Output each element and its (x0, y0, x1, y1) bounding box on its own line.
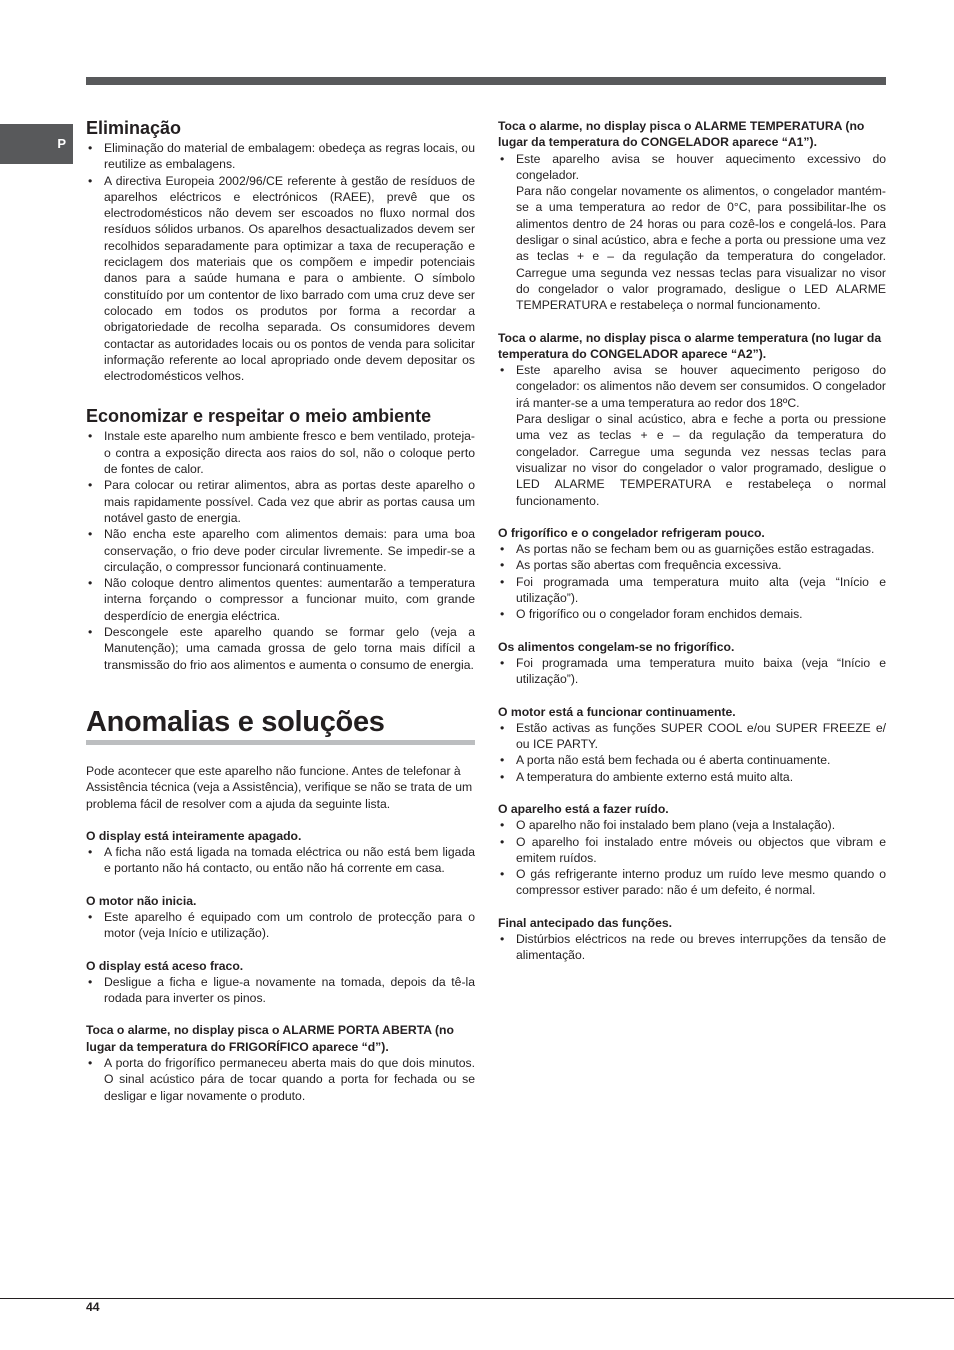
problem-list (498, 362, 886, 411)
list-item: • A porta do frigorífico permaneceu aberta mais do que dois minutos. O sinal acústico pára de tocar quando a porta for fechada ou se desligar e ligar novamente o produto. (86, 1055, 475, 1104)
list-item: • O aparelho não foi instalado bem plano (veja a Instalação). (498, 817, 886, 833)
list-item: • Foi programada uma temperatura muito baixa (veja “Início e utilização”). (498, 655, 886, 688)
list-item: • Estão activas as funções SUPER COOL e/ou SUPER FREEZE e/ ou ICE PARTY. (498, 720, 886, 753)
list-item: • Eliminação do material de embalagem: obedeça as regras locais, ou reutilize as embalagens. (86, 140, 475, 173)
problem-list (86, 1055, 475, 1104)
list-item: • Foi programada uma temperatura muito alta (veja “Início e utilização”). (498, 574, 886, 607)
problem-heading: O aparelho está a fazer ruído. (498, 801, 669, 816)
problem-heading: O frigorífico e o congelador refrigeram pouco. (498, 525, 765, 540)
problem-heading: Toca o alarme, no display pisca o ALARME TEMPERATURA (no lugar da temperatura do CONGELADOR aparece “A1”). (498, 119, 865, 150)
right-column (498, 118, 886, 964)
problem-heading: O motor não inicia. (86, 893, 197, 908)
problem-list (498, 931, 886, 964)
problem-list (86, 909, 475, 942)
problem-list (86, 974, 475, 1007)
problem-heading: Final antecipado das funções. (498, 915, 673, 930)
list-item: • O frigorífico ou o congelador foram enchidos demais. (498, 606, 886, 622)
left-column (86, 118, 475, 1104)
page-number: 44 (86, 1300, 100, 1314)
problem-heading: Toca o alarme, no display pisca o ALARME PORTA ABERTA (no lugar da temperatura do FRIGORÍFICO aparece “d”). (86, 1023, 454, 1054)
problem-heading: O display está aceso fraco. (86, 958, 244, 973)
list-item: • Este aparelho é equipado com um controlo de protecção para o motor (veja Início e utilização). (86, 909, 475, 942)
list-item: • Distúrbios eléctricos na rede ou breves interrupções da tensão de alimentação. (498, 931, 886, 964)
page-title-anomalias: Anomalias e soluções (86, 705, 385, 738)
section-title-eliminacao: Eliminação (86, 118, 182, 138)
list-item: • Não coloque dentro alimentos quentes: aumentarão a temperatura interna forçando o compressor a funcionar muito, com grande desperdício de energia eléctrica. (86, 575, 475, 624)
problem-heading: O motor está a funcionar continuamente. (498, 704, 736, 719)
section-title-economizar: Economizar e respeitar o meio ambiente (86, 406, 432, 427)
problem-heading: Toca o alarme, no display pisca o alarme temperatura (no lugar da temperatura do CONGELADOR aparece “A2”). (498, 330, 882, 361)
list-item: • Este aparelho avisa se houver aquecimento perigoso do congelador: os alimentos não devem ser consumidos. O congelador irá manter-se a uma temperatura ao redor dos 18ºC. (498, 362, 886, 411)
problem-heading: O display está inteiramente apagado. (86, 828, 302, 843)
list-item: • Instale este aparelho num ambiente fresco e bem ventilado, proteja-o contra a exposição directa aos raios do sol, não o coloque perto de fontes de calor. (86, 428, 475, 477)
problem-list (498, 541, 886, 622)
problem-note: Para não congelar novamente os alimentos, o congelador mantém-se a uma temperatura ao redor de 0°C, para possibilitar-lhe os alimentos dentro de 24 horas ou para cozê-los e congelá-los. Para desligar o sinal acústico, abra e feche a porta ou pressione uma vez as teclas + e – da regulação da temperatura do congelador. Carregue uma segunda vez nessas teclas para visualizar no visor do congelador o valor programado, desligue o LED ALARME TEMPERATURA e restabeleça o normal funcionamento. (516, 184, 886, 313)
problem-list (498, 655, 886, 688)
list-item: • As portas não se fecham bem ou as guarnições estão estragadas. (498, 541, 886, 557)
anomalias-intro: Pode acontecer que este aparelho não funcione. Antes de telefonar à Assistência técnica (veja a Assistência), verifique se não se trata de um problema fácil de resolver com a ajuda da seguinte lista. (86, 763, 473, 811)
problem-list (498, 817, 886, 898)
list-item: • O gás refrigerante interno produz um ruído leve mesmo quando o compressor estiver parado: não é um defeito, é normal. (498, 866, 886, 899)
eliminacao-list (86, 140, 475, 384)
problem-note: Para desligar o sinal acústico, abra e feche a porta ou pressione uma vez as teclas + e – da regulação da temperatura do congelador. Carregue uma segunda vez nessas teclas para visualizar no visor do congelador o valor programado, desligue o LED ALARME TEMPERATURA e restabeleça o normal funcionamento. (516, 412, 886, 508)
list-item: • A temperatura do ambiente externo está muito alta. (498, 769, 886, 785)
footer-rule (0, 1298, 954, 1299)
list-item: • As portas são abertas com frequência excessiva. (498, 557, 886, 573)
list-item: • Não encha este aparelho com alimentos demais: para uma boa conservação, o frio deve poder circular livremente. Se impedir-se a circulação, o compressor funcionará continuamente. (86, 526, 475, 575)
language-tab (0, 124, 73, 164)
list-item: • A directiva Europeia 2002/96/CE referente à gestão de resíduos de aparelhos eléctricos e electrónicos (RAEE), prevê que os electrodomésticos não devem ser escoados no fluxo normal dos resíduos sólidos urbanos. Os aparelhos desactualizados devem ser recolhidos separadamente para optimizar a taxa de recuperação e reciclagem dos materiais que os compõem e impedir potenciais danos para a saúde humana e para o ambiente. O símbolo constituído por um contentor de lixo barrado com uma cruz deve ser colocado em todos os produtos por forma a recordar a obrigatoriedade de recolha separada. Os consumidores devem contactar as autoridades locais ou os pontos de venda para solicitar informação referente ao local apropriado onde devem depositar os electrodomésticos velhos. (86, 173, 475, 385)
list-item: • A ficha não está ligada na tomada eléctrica ou não está bem ligada e portanto não há contacto, ou então não há corrente em casa. (86, 844, 475, 877)
problem-heading: Os alimentos congelam-se no frigorífico. (498, 639, 735, 654)
list-item: • O aparelho foi instalado entre móveis ou objectos que vibram e emitem ruídos. (498, 834, 886, 867)
list-item: • Este aparelho avisa se houver aquecimento excessivo do congelador. (498, 151, 886, 184)
problem-list (86, 844, 475, 877)
list-item: • Para colocar ou retirar alimentos, abra as portas deste aparelho o mais rapidamente possível. Cada vez que abrir as portas causa um notável gasto de energia. (86, 477, 475, 526)
economizar-list (86, 428, 475, 672)
top-rule (86, 77, 886, 85)
list-item: • Desligue a ficha e ligue-a novamente na tomada, depois da tê-la rodada para inverter os pinos. (86, 974, 475, 1007)
problem-list (498, 151, 886, 184)
language-tab-label: P (57, 136, 66, 151)
list-item: • Descongele este aparelho quando se formar gelo (veja a Manutenção); uma camada grossa de gelo torna mais difícil a transmissão do frio aos alimentos e aumenta o consumo de energia. (86, 624, 475, 673)
problem-list (498, 720, 886, 785)
list-item: • A porta não está bem fechada ou é aberta continuamente. (498, 752, 886, 768)
